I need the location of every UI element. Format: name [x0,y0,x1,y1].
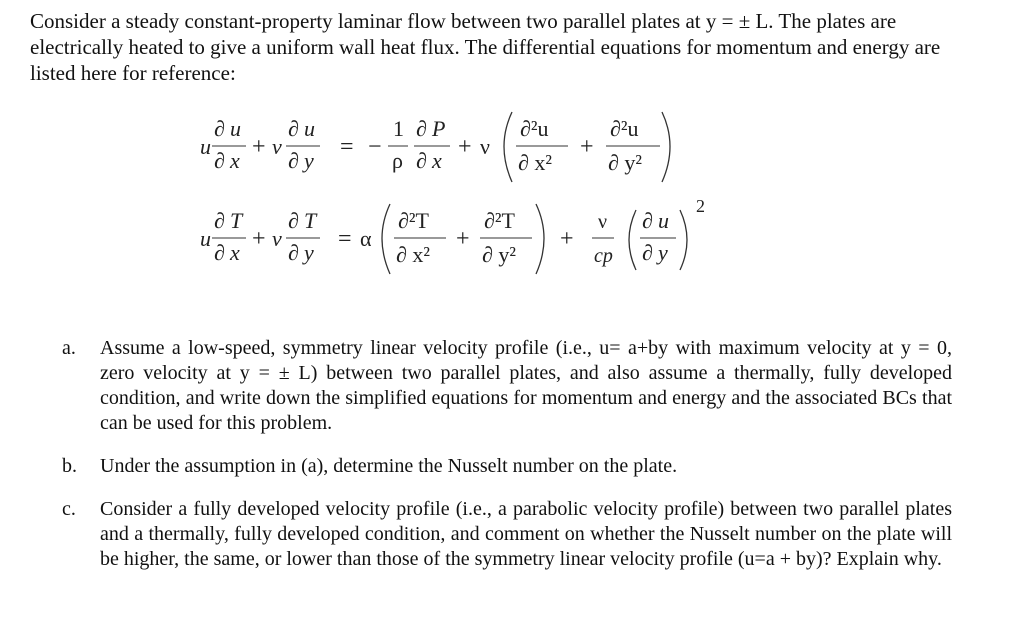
svg-text:=: = [338,226,352,252]
svg-text:u: u [230,116,241,141]
svg-text:+: + [252,226,266,252]
svg-text:∂²T: ∂²T [398,208,429,233]
svg-text:∂²T: ∂²T [484,208,515,233]
svg-text:y: y [658,240,668,265]
svg-text:∂ x²: ∂ x² [396,242,430,267]
svg-text:−: − [368,134,382,160]
question-list [62,336,952,590]
svg-text:+: + [458,134,472,160]
svg-text:∂: ∂ [642,240,653,265]
svg-text:u: u [658,208,669,233]
item-label: b. [62,455,77,477]
problem-intro: Consider a steady constant-property laminar flow between two parallel plates at y = ± L. The plates are electrically heated to give a uniform wall heat flux. The differential equations for momentum and energy are listed here for reference: [30,9,941,85]
svg-text:x: x [230,148,240,173]
item-text: Under the assumption in (a), determine the Nusselt number on the plate. [100,455,678,477]
energy-equation [200,198,800,288]
svg-text:∂: ∂ [288,148,299,173]
item-label: a. [62,337,76,359]
svg-text:+: + [560,226,574,252]
svg-text:u: u [304,116,315,141]
svg-text:∂²u: ∂²u [520,116,549,141]
svg-text:1: 1 [393,116,404,141]
svg-text:∂: ∂ [214,148,225,173]
question-item-a [62,336,952,436]
item-text: Consider a fully developed velocity profile (i.e., a parabolic velocity profile) between two parallel plates and a thermally, fully developed condition, and comment on whether the Nusselt number on the plate will be higher, the same, or lower than those of the symmetry linear velocity profile (u=a + by)? Explain why. [100,498,952,570]
svg-text:ν: ν [598,211,608,233]
svg-text:x: x [432,148,442,173]
svg-text:∂ x²: ∂ x² [518,150,552,175]
svg-text:∂: ∂ [288,116,299,141]
svg-text:T: T [230,208,243,233]
item-label: c. [62,498,76,520]
svg-text:y: y [304,148,314,173]
svg-text:v: v [272,226,282,251]
svg-text:u: u [200,226,211,251]
svg-text:ρ: ρ [392,148,403,173]
momentum-equation [200,106,800,196]
svg-text:x: x [230,240,240,265]
question-item-c [62,497,952,572]
svg-text:y: y [304,240,314,265]
svg-text:∂: ∂ [642,208,653,233]
svg-text:∂: ∂ [416,116,427,141]
svg-text:+: + [456,226,470,252]
svg-text:∂: ∂ [214,240,225,265]
svg-text:+: + [580,134,594,160]
svg-text:∂: ∂ [214,208,225,233]
svg-text:v: v [272,134,282,159]
svg-text:ν: ν [480,134,490,159]
svg-text:∂: ∂ [288,208,299,233]
svg-text:2: 2 [696,196,705,216]
svg-text:∂ y²: ∂ y² [482,242,516,267]
question-item-b [62,454,952,479]
svg-text:P: P [432,116,446,141]
eq-u: u [200,134,211,159]
svg-text:=: = [340,134,354,160]
item-text: Assume a low-speed, symmetry linear velocity profile (i.e., u= a+by with maximum velocity at y = 0, zero velocity at y = ± L) between two parallel plates, and also assume a thermally, fully developed condition, and write down the simplified equations for momentum and energy and the associated BCs that can be used for this problem. [100,337,952,434]
svg-text:+: + [252,134,266,160]
svg-text:∂: ∂ [416,148,427,173]
svg-text:∂²u: ∂²u [610,116,639,141]
svg-text:∂ y²: ∂ y² [608,150,642,175]
eq-partial: ∂ [214,116,225,141]
svg-text:T: T [304,208,317,233]
svg-text:cp: cp [594,245,613,267]
svg-text:∂: ∂ [288,240,299,265]
svg-text:α: α [360,226,372,251]
